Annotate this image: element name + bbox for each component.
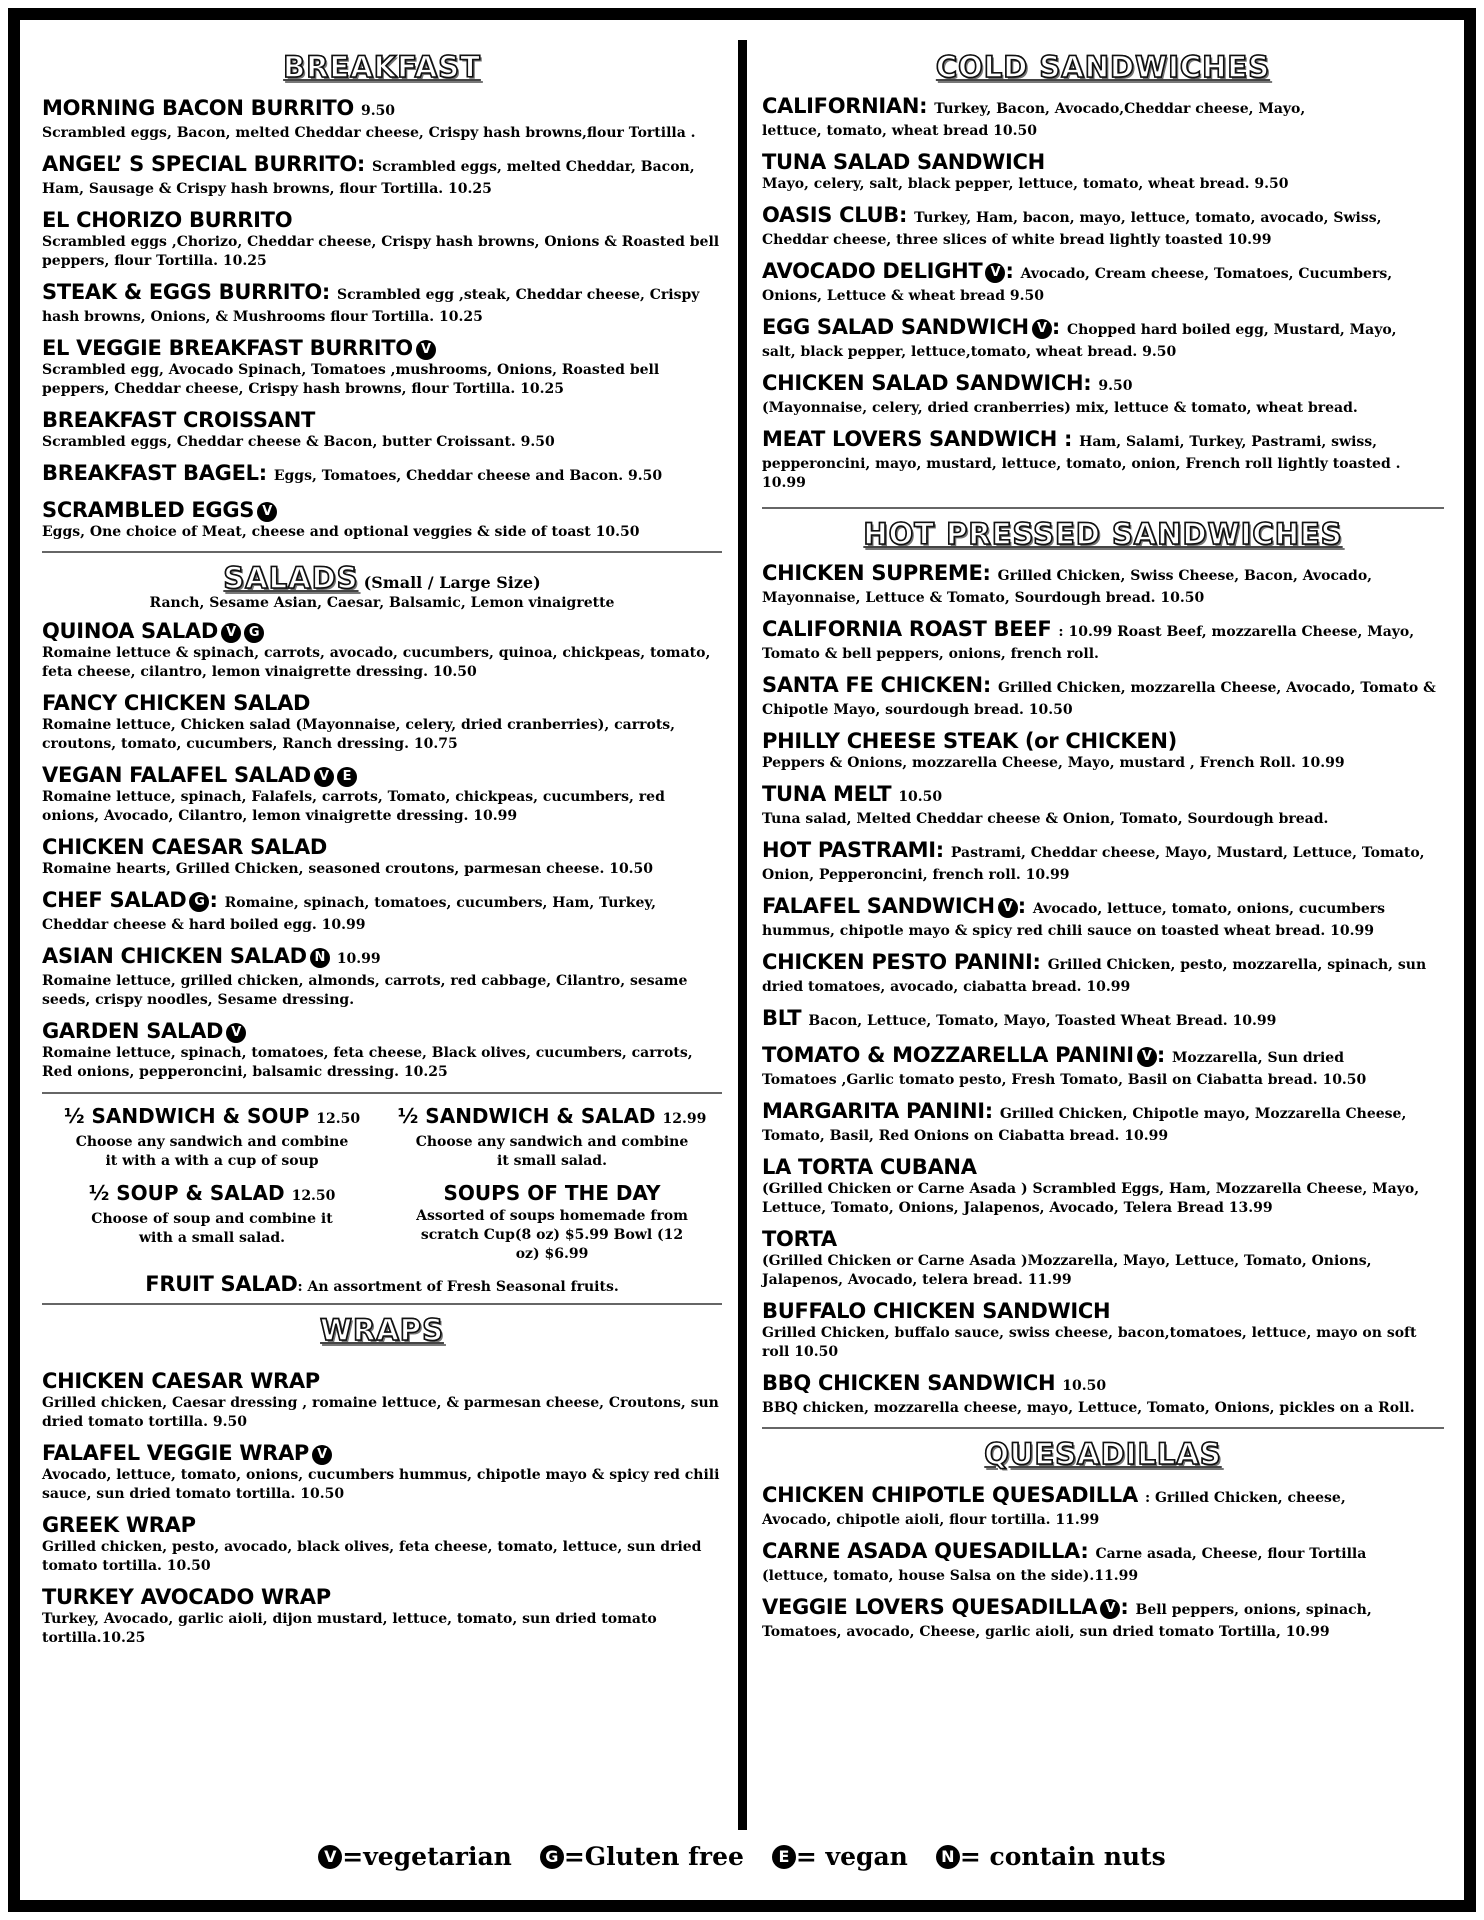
menu-item-name: CHICKEN CHIPOTLE QUESADILLA	[762, 1483, 1138, 1507]
menu-item-inline-desc: Chopped hard boiled egg, Mustard, Mayo,	[1066, 322, 1397, 338]
menu-item	[762, 259, 1444, 306]
diet-badge-icon: V	[416, 340, 436, 360]
fruit-salad-desc: : An assortment of Fresh Seasonal fruits.	[297, 1279, 619, 1295]
menu-item-desc: Grilled chicken, pesto, avocado, black olives, feta cheese, tomato, lettuce, sun dried tomato tortilla. 10.50	[42, 1539, 702, 1574]
diet-badge-icon: V	[985, 263, 1005, 283]
wraps-list	[42, 1369, 722, 1648]
breakfast-list	[42, 96, 722, 542]
menu-item	[42, 1369, 722, 1432]
combo-name: ½ SANDWICH & SOUP	[63, 1104, 310, 1128]
menu-item-name: TORTA	[762, 1227, 837, 1251]
menu-item	[42, 835, 722, 879]
menu-item-inline-desc: Carne asada, Cheese, flour Tortilla	[1095, 1546, 1367, 1562]
menu-item-title	[762, 561, 1444, 589]
menu-item	[762, 617, 1444, 664]
menu-item-desc: (Grilled Chicken or Carne Asada ) Scrambled Eggs, Ham, Mozzarella Cheese, Mayo, Lettuce, Tomato, Onions, Jalapenos, Avocado, Telera Bread 13.99	[762, 1181, 1420, 1216]
menu-item-desc: Mayonnaise, Lettuce & Tomato, Sourdough bread. 10.50	[762, 590, 1205, 606]
menu-item	[42, 763, 722, 826]
combo-price: 12.99	[662, 1111, 707, 1127]
menu-item-name: PHILLY CHEESE STEAK (or CHICKEN)	[762, 729, 1177, 753]
quesadillas-list	[762, 1483, 1444, 1642]
menu-item	[762, 838, 1444, 885]
menu-item-name: BREAKFAST BAGEL:	[42, 461, 267, 485]
left-column	[42, 50, 722, 1657]
column-divider	[738, 40, 747, 1830]
diet-badge-icon: V	[998, 898, 1018, 918]
menu-item-colon: :	[1120, 1595, 1129, 1619]
menu-item-desc: Chipotle Mayo, sourdough bread. 10.50	[762, 702, 1073, 718]
dietary-legend	[0, 1842, 1484, 1871]
menu-item-inline-desc: Romaine, spinach, tomatoes, cucumbers, Ham, Turkey,	[224, 895, 657, 911]
legend-text: = contain nuts	[959, 1842, 1166, 1871]
combo-title	[382, 1179, 722, 1207]
menu-item	[762, 150, 1444, 194]
menu-item-name: FALAFEL SANDWICH	[762, 894, 995, 918]
menu-item-name: VEGAN FALAFEL SALAD	[42, 763, 311, 787]
menu-item-desc: Tomatoes, avocado, Cheese, garlic aioli, sun dried tomato Tortilla, 10.99	[762, 1624, 1330, 1640]
menu-item-name: MARGARITA PANINI:	[762, 1099, 993, 1123]
diet-badge-icon: N	[310, 948, 330, 968]
legend-item	[318, 1842, 512, 1871]
menu-item-inline-desc: Bell peppers, onions, spinach,	[1135, 1602, 1372, 1618]
menu-item-colon: :	[1051, 315, 1060, 339]
menu-item-desc: Cheddar cheese, three slices of white bread lightly toasted 10.99	[762, 232, 1272, 248]
fruit-salad-name: FRUIT SALAD	[145, 1272, 298, 1296]
menu-item-inline-desc: Scrambled egg ,steak, Cheddar cheese, Crispy	[337, 287, 700, 303]
menu-item-desc: Romaine lettuce, spinach, tomatoes, feta cheese, Black olives, cucumbers, carrots, Red onions, pepperoncini, balsamic dressing. 10.25	[42, 1045, 693, 1080]
menu-item-title	[42, 1441, 722, 1466]
menu-item-inline-desc: Turkey, Ham, bacon, mayo, lettuce, tomato, avocado, Swiss,	[914, 210, 1382, 226]
menu-item-name: GARDEN SALAD	[42, 1019, 224, 1043]
menu-item-desc: Romaine hearts, Grilled Chicken, seasoned croutons, parmesan cheese. 10.50	[42, 861, 654, 877]
menu-item-desc: Ham, Sausage & Crispy hash browns, flour Tortilla. 10.25	[42, 181, 492, 197]
right-column	[762, 50, 1444, 1651]
menu-item-desc: Tomatoes ,Garlic tomato pesto, Fresh Tomato, Basil on Ciabatta bread. 10.50	[762, 1072, 1367, 1088]
menu-item-name: CARNE ASADA QUESADILLA:	[762, 1539, 1089, 1563]
menu-item-desc: Grilled Chicken, buffalo sauce, swiss cheese, bacon,tomatoes, lettuce, mayo on soft roll 10.50	[762, 1325, 1417, 1360]
menu-item-title	[42, 1585, 722, 1610]
diet-badge-icon: V	[314, 767, 334, 787]
menu-item	[762, 371, 1444, 418]
menu-item-name: CHICKEN CAESAR SALAD	[42, 835, 328, 859]
menu-item-title	[762, 1539, 1444, 1567]
menu-item	[42, 619, 722, 682]
menu-item	[42, 498, 722, 542]
menu-item-desc: Scrambled egg, Avocado Spinach, Tomatoes ,mushrooms, Onions, Roasted bell peppers, Cheddar cheese, Crispy hash browns, flour Tortilla. 10.25	[42, 362, 660, 397]
menu-item-name: SCRAMBLED EGGS	[42, 498, 255, 522]
menu-item-title	[762, 1099, 1444, 1127]
diet-badge-icon: N	[936, 1845, 960, 1869]
menu-item-colon: :	[1156, 1043, 1165, 1067]
menu-item-desc: Tomato & bell peppers, onions, french roll.	[762, 646, 1099, 662]
menu-item-title	[762, 315, 1444, 343]
breakfast-title: BREAKFAST	[283, 50, 481, 84]
menu-item	[42, 691, 722, 754]
combo-cell	[42, 1102, 382, 1171]
diet-badge-icon: V	[221, 623, 241, 643]
menu-item-title	[42, 461, 722, 489]
menu-item	[42, 408, 722, 452]
menu-item-name: EGG SALAD SANDWICH	[762, 315, 1029, 339]
menu-item-title	[42, 336, 722, 361]
menu-item	[762, 1006, 1444, 1034]
menu-item-title	[42, 1513, 722, 1538]
menu-item	[42, 336, 722, 399]
menu-item-title	[762, 950, 1444, 978]
menu-item-name: CALIFORNIA ROAST BEEF	[762, 617, 1052, 641]
combo-title	[382, 1102, 722, 1133]
menu-item-title	[762, 427, 1444, 455]
combo-title	[42, 1179, 382, 1210]
menu-item-price: 10.50	[898, 789, 943, 805]
menu-item-name: HOT PASTRAMI:	[762, 838, 944, 862]
combo-title	[42, 1102, 382, 1133]
diet-badge-icon: V	[1137, 1047, 1157, 1067]
menu-item-name: EL CHORIZO BURRITO	[42, 208, 293, 232]
menu-item	[762, 427, 1444, 493]
menu-item-inline-desc: Grilled Chicken, mozzarella Cheese, Avocado, Tomato &	[997, 680, 1436, 696]
menu-item	[42, 1585, 722, 1648]
salad-dressings: Ranch, Sesame Asian, Caesar, Balsamic, Lemon vinaigrette	[149, 595, 615, 611]
menu-item-name: LA TORTA CUBANA	[762, 1155, 977, 1179]
menu-item	[42, 888, 722, 935]
divider-rule	[42, 1092, 722, 1094]
menu-item-name: CHEF SALAD	[42, 888, 187, 912]
cold-sandwiches-title: COLD SANDWICHES	[935, 50, 1271, 84]
menu-item	[762, 203, 1444, 250]
menu-item-price: 9.50	[360, 103, 396, 119]
menu-item-title	[42, 408, 722, 433]
menu-item-desc: Avocado, chipotle aioli, flour tortilla. 11.99	[762, 1512, 1100, 1528]
menu-item	[762, 315, 1444, 362]
menu-item-name: TURKEY AVOCADO WRAP	[42, 1585, 331, 1609]
menu-item	[762, 94, 1444, 141]
menu-item-title	[762, 1299, 1444, 1324]
menu-item-title	[762, 1595, 1444, 1623]
fruit-salad	[42, 1272, 722, 1297]
diet-badge-icon: G	[244, 623, 264, 643]
menu-item-inline-desc: Avocado, Cream cheese, Tomatoes, Cucumbers,	[1020, 266, 1393, 282]
menu-item-desc: BBQ chicken, mozzarella cheese, mayo, Lettuce, Tomato, Onions, pickles on a Roll.	[762, 1400, 1415, 1416]
wraps-title: WRAPS	[320, 1313, 444, 1347]
menu-item	[762, 1595, 1444, 1642]
menu-item-title	[762, 203, 1444, 231]
menu-item-desc: lettuce, tomato, wheat bread 10.50	[762, 123, 1037, 139]
menu-item-title	[42, 1019, 722, 1044]
legend-item	[540, 1842, 744, 1871]
menu-item-title	[762, 782, 1444, 810]
menu-item-name: GREEK WRAP	[42, 1513, 196, 1537]
menu-item	[42, 1019, 722, 1082]
menu-item	[42, 944, 722, 1010]
menu-item-name: FALAFEL VEGGIE WRAP	[42, 1441, 310, 1465]
menu-item-inline-desc: : Grilled Chicken, cheese,	[1144, 1490, 1346, 1506]
menu-item-desc: Cheddar cheese & hard boiled egg. 10.99	[42, 917, 366, 933]
diet-badge-icon: V	[312, 1445, 332, 1465]
divider-rule	[762, 507, 1444, 509]
menu-item-inline-desc: Grilled Chicken, Swiss Cheese, Bacon, Avocado,	[997, 568, 1373, 584]
menu-item-name: CHICKEN SUPREME:	[762, 561, 991, 585]
legend-item	[772, 1842, 908, 1871]
combo-cell	[382, 1102, 722, 1171]
menu-item-name: MORNING BACON BURRITO	[42, 96, 354, 120]
menu-item-title	[42, 888, 722, 916]
diet-badge-icon: V	[318, 1845, 342, 1869]
menu-item-colon: :	[209, 888, 218, 912]
menu-item	[762, 894, 1444, 941]
combo-name: ½ SOUP & SALAD	[88, 1181, 285, 1205]
diet-badge-icon: V	[1032, 319, 1052, 339]
menu-item-inline-desc: Grilled Chicken, pesto, mozzarella, spinach, sun	[1047, 957, 1427, 973]
menu-item-name: ANGEL’ S SPECIAL BURRITO:	[42, 152, 366, 176]
menu-item-title	[762, 673, 1444, 701]
menu-item-title	[762, 838, 1444, 866]
menu-item-name: CALIFORNIAN:	[762, 94, 928, 118]
menu-item-inline-desc: Turkey, Bacon, Avocado,Cheddar cheese, Mayo,	[934, 101, 1306, 117]
menu-item-title	[762, 371, 1444, 399]
combo-name: ½ SANDWICH & SALAD	[397, 1104, 656, 1128]
combo-desc: Choose of soup and combine it with a small salad.	[91, 1211, 333, 1246]
menu-item-desc: Scrambled eggs, Cheddar cheese & Bacon, butter Croissant. 9.50	[42, 434, 555, 450]
menu-item-desc: Grilled chicken, Caesar dressing , romaine lettuce, & parmesan cheese, Croutons, sun dried tomato tortilla. 9.50	[42, 1395, 719, 1430]
menu-item-desc: pepperoncini, mayo, mustard, lettuce, tomato, onion, French roll lightly toasted . 10.99	[762, 456, 1401, 491]
menu-item-desc: Scrambled eggs, Bacon, melted Cheddar cheese, Crispy hash browns,flour Tortilla .	[42, 125, 696, 141]
menu-item-title	[762, 1227, 1444, 1252]
menu-item-inline-desc: Eggs, Tomatoes, Cheddar cheese and Bacon. 9.50	[273, 468, 663, 484]
menu-item-desc: Mayo, celery, salt, black pepper, lettuce, tomato, wheat bread. 9.50	[762, 176, 1289, 192]
menu-item-name: TUNA MELT	[762, 782, 892, 806]
combo-desc: Assorted of soups homemade from scratch Cup(8 oz) $5.99 Bowl (12 oz) $6.99	[416, 1208, 688, 1262]
menu-item-title	[762, 1483, 1444, 1511]
menu-item	[762, 1099, 1444, 1146]
salads-size-note: (Small / Large Size)	[363, 573, 541, 592]
hot-pressed-title: HOT PRESSED SANDWICHES	[863, 517, 1343, 551]
menu-item-name: ASIAN CHICKEN SALAD	[42, 944, 307, 968]
menu-item-name: FANCY CHICKEN SALAD	[42, 691, 311, 715]
diet-badge-icon: V	[226, 1023, 246, 1043]
menu-item-desc: (lettuce, tomato, house Salsa on the side).11.99	[762, 1568, 1139, 1584]
menu-item-title	[42, 691, 722, 716]
menu-item	[42, 208, 722, 271]
combo-cell	[382, 1179, 722, 1264]
menu-item-title	[762, 1043, 1444, 1071]
menu-item-title	[762, 894, 1444, 922]
menu-item-name: SANTA FE CHICKEN:	[762, 673, 991, 697]
menu-item-desc: dried tomatoes, avocado, ciabatta bread. 10.99	[762, 979, 1131, 995]
menu-item-inline-desc: Avocado, lettuce, tomato, onions, cucumbers	[1032, 901, 1386, 917]
menu-item-title	[762, 259, 1444, 287]
quesadillas-title: QUESADILLAS	[984, 1437, 1222, 1471]
menu-item-desc: Onion, Pepperoncini, french roll. 10.99	[762, 867, 1070, 883]
legend-text: =Gluten free	[563, 1842, 744, 1871]
menu-item-name: CHICKEN SALAD SANDWICH:	[762, 371, 1092, 395]
menu-item-inline-desc: Scrambled eggs, melted Cheddar, Bacon,	[372, 159, 695, 175]
menu-item	[762, 1043, 1444, 1090]
combo-name: SOUPS OF THE DAY	[443, 1181, 661, 1205]
menu-item-desc: Romaine lettuce & spinach, carrots, avocado, cucumbers, quinoa, chickpeas, tomato, feta cheese, cilantro, lemon vinaigrette dressing. 10.50	[42, 645, 711, 680]
menu-item	[762, 673, 1444, 720]
menu-item-title	[42, 498, 722, 523]
menu-item-desc: Scrambled eggs ,Chorizo, Cheddar cheese, Crispy hash browns, Onions & Roasted bell peppers, flour Tortilla. 10.25	[42, 234, 720, 269]
menu-item-title	[42, 208, 722, 233]
combo-desc: Choose any sandwich and combine it small salad.	[415, 1134, 689, 1169]
menu-item-title	[42, 280, 722, 308]
menu-item-desc: Romaine lettuce, spinach, Falafels, carrots, Tomato, chickpeas, cucumbers, red onions, Avocado, Cilantro, lemon vinaigrette dressing. 10.99	[42, 789, 665, 824]
combo-price: 12.50	[291, 1188, 336, 1204]
menu-item-name: OASIS CLUB:	[762, 203, 908, 227]
menu-item	[762, 561, 1444, 608]
menu-item	[762, 1299, 1444, 1362]
menu-item-title	[762, 1371, 1444, 1399]
menu-item	[42, 1441, 722, 1504]
menu-item	[42, 152, 722, 199]
menu-item	[762, 1483, 1444, 1530]
diet-badge-icon: E	[772, 1845, 796, 1869]
menu-item-desc: hummus, chipotle mayo & spicy red chili sauce on toasted wheat bread. 10.99	[762, 923, 1374, 939]
menu-item-inline-desc: Bacon, Lettuce, Tomato, Mayo, Toasted Wheat Bread. 10.99	[808, 1013, 1277, 1029]
menu-item-title	[42, 152, 722, 180]
menu-item	[762, 950, 1444, 997]
salads-title: SALADS	[223, 561, 359, 595]
menu-item-colon: :	[1017, 894, 1026, 918]
menu-item	[762, 782, 1444, 829]
menu-item-desc: hash browns, Onions, & Mushrooms flour Tortilla. 10.25	[42, 309, 483, 325]
menu-item	[762, 1371, 1444, 1418]
menu-item-desc: salt, black pepper, lettuce,tomato, wheat bread. 9.50	[762, 344, 1177, 360]
diet-badge-icon: V	[257, 502, 277, 522]
combo-desc: Choose any sandwich and combine it with a with a cup of soup	[75, 1134, 349, 1169]
combo-cell	[42, 1179, 382, 1264]
menu-item-desc: Eggs, One choice of Meat, cheese and optional veggies & side of toast 10.50	[42, 524, 640, 540]
menu-item-name: EL VEGGIE BREAKFAST BURRITO	[42, 336, 413, 360]
divider-rule	[42, 551, 722, 553]
cold-sandwiches-list	[762, 94, 1444, 493]
salads-header	[42, 561, 722, 595]
legend-text: = vegan	[795, 1842, 908, 1871]
combo-price: 12.50	[316, 1111, 361, 1127]
menu-item-desc: Romaine lettuce, Chicken salad (Mayonnaise, celery, dried cranberries), carrots, croutons, tomato, cucumbers, Ranch dressing. 10.75	[42, 717, 676, 752]
combo-row	[42, 1179, 722, 1264]
menu-item-inline-desc: Grilled Chicken, Chipotle mayo, Mozzarella Cheese,	[999, 1106, 1407, 1122]
menu-item-title	[42, 835, 722, 860]
menu-item-title	[762, 729, 1444, 754]
menu-item-name: BUFFALO CHICKEN SANDWICH	[762, 1299, 1111, 1323]
menu-item-name: QUINOA SALAD	[42, 619, 218, 643]
menu-item-title	[762, 1006, 1444, 1034]
menu-item-desc: Avocado, lettuce, tomato, onions, cucumbers hummus, chipotle mayo & spicy red chili sauce, sun dried tomato tortilla. 10.50	[42, 1467, 720, 1502]
menu-item-title	[762, 1155, 1444, 1180]
menu-item-inline-desc: : 10.99 Roast Beef, mozzarella Cheese, Mayo,	[1058, 624, 1415, 640]
menu-item	[762, 729, 1444, 773]
menu-item-title	[42, 944, 722, 972]
menu-item-desc: Peppers & Onions, mozzarella Cheese, Mayo, mustard , French Roll. 10.99	[762, 755, 1345, 771]
menu-item-desc: Tomato, Basil, Red Onions on Ciabatta bread. 10.99	[762, 1128, 1169, 1144]
salads-list	[42, 619, 722, 1082]
menu-item-colon: :	[1005, 259, 1014, 283]
menu-item-name: BREAKFAST CROISSANT	[42, 408, 316, 432]
diet-badge-icon: V	[1100, 1599, 1120, 1619]
legend-item	[936, 1842, 1166, 1871]
legend-text: =vegetarian	[342, 1842, 512, 1871]
menu-item-desc: Onions, Lettuce & wheat bread 9.50	[762, 288, 1044, 304]
menu-item-title	[42, 619, 722, 644]
menu-item-desc: Romaine lettuce, grilled chicken, almonds, carrots, red cabbage, Cilantro, sesame seeds, crispy noodles, Sesame dressing.	[42, 973, 688, 1008]
menu-item-title	[42, 1369, 722, 1394]
menu-item	[42, 1513, 722, 1576]
menu-item-title	[762, 94, 1444, 122]
menu-item-name: BLT	[762, 1006, 802, 1030]
menu-item-title	[42, 763, 722, 788]
menu-item-price: 9.50	[1098, 378, 1133, 394]
menu-item-price: 10.99	[336, 951, 381, 967]
menu-item-desc: (Grilled Chicken or Carne Asada )Mozzarella, Mayo, Lettuce, Tomato, Onions, Jalapenos, Avocado, telera bread. 11.99	[762, 1253, 1372, 1288]
menu-item-title	[42, 96, 722, 124]
menu-item	[42, 96, 722, 143]
menu-item-name: VEGGIE LOVERS QUESADILLA	[762, 1595, 1098, 1619]
menu-item-inline-desc: Mozzarella, Sun dried	[1171, 1050, 1345, 1066]
menu-item-desc: (Mayonnaise, celery, dried cranberries) mix, lettuce & tomato, wheat bread.	[762, 400, 1358, 416]
menu-item-name: CHICKEN CAESAR WRAP	[42, 1369, 320, 1393]
menu-item-desc: Turkey, Avocado, garlic aioli, dijon mustard, lettuce, tomato, sun dried tomato tortilla.10.25	[42, 1611, 657, 1646]
divider-rule	[42, 1303, 722, 1305]
divider-rule	[762, 1427, 1444, 1429]
menu-item	[762, 1539, 1444, 1586]
hot-pressed-list	[762, 561, 1444, 1418]
combo-row	[42, 1102, 722, 1171]
menu-item-price: 10.50	[1062, 1378, 1107, 1394]
menu-item	[762, 1227, 1444, 1290]
menu-item-name: BBQ CHICKEN SANDWICH	[762, 1371, 1056, 1395]
menu-item-name: AVOCADO DELIGHT	[762, 259, 983, 283]
menu-item-inline-desc: Ham, Salami, Turkey, Pastrami, swiss,	[1079, 434, 1378, 450]
diet-badge-icon: G	[189, 892, 209, 912]
menu-item-name: MEAT LOVERS SANDWICH :	[762, 427, 1073, 451]
menu-item-name: STEAK & EGGS BURRITO:	[42, 280, 330, 304]
menu-item-name: TUNA SALAD SANDWICH	[762, 150, 1045, 174]
menu-item	[762, 1155, 1444, 1218]
menu-item-title	[762, 150, 1444, 175]
combos-grid	[42, 1102, 722, 1264]
menu-item-name: CHICKEN PESTO PANINI:	[762, 950, 1041, 974]
menu-item-title	[762, 617, 1444, 645]
menu-item	[42, 280, 722, 327]
menu-item-desc: Tuna salad, Melted Cheddar cheese & Onion, Tomato, Sourdough bread.	[762, 811, 1329, 827]
menu-item-name: TOMATO & MOZZARELLA PANINI	[762, 1043, 1134, 1067]
diet-badge-icon: E	[337, 767, 357, 787]
menu-item-inline-desc: Pastrami, Cheddar cheese, Mayo, Mustard, Lettuce, Tomato,	[950, 845, 1425, 861]
menu-item	[42, 461, 722, 489]
diet-badge-icon: G	[540, 1845, 564, 1869]
